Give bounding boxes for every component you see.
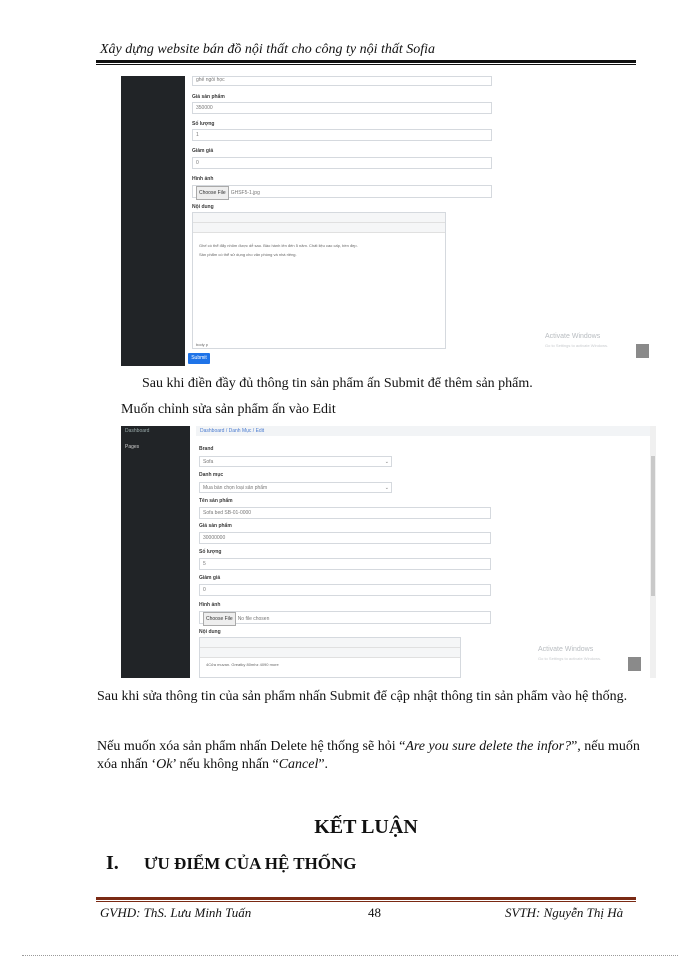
editor-status-path: body p bbox=[196, 342, 209, 347]
field-label-content: Nội dung bbox=[199, 629, 221, 635]
chevron-down-icon: ⌄ bbox=[384, 459, 389, 465]
price-input[interactable]: 350000 bbox=[192, 102, 492, 114]
para-delete: Nếu muốn xóa sản phẩm nhấn Delete hệ thống sẽ hỏi “Are you sure delete the infor?”, nếu muốn xóa nhấn ‘Ok’ nếu không nhấn “Cancel”. bbox=[97, 739, 640, 772]
field-label-price: Giá sản phẩm bbox=[199, 523, 232, 529]
brand-select[interactable]: Sofa ⌄ bbox=[199, 456, 392, 467]
sidebar-item-pages[interactable]: Pages bbox=[125, 444, 140, 450]
editor-toolbar-2[interactable] bbox=[193, 223, 445, 233]
field-label-image: Hình ảnh bbox=[192, 176, 214, 182]
image-file-input[interactable]: Choose File No file chosen bbox=[199, 611, 491, 624]
editor-toolbar-1[interactable] bbox=[200, 638, 460, 648]
footer-left: GVHD: ThS. Lưu Minh Tuấn bbox=[100, 905, 252, 920]
choose-file-button[interactable]: Choose File bbox=[196, 186, 229, 200]
footer-rule-thin bbox=[96, 901, 636, 902]
page-bottom-dotted bbox=[22, 955, 678, 956]
activate-windows-subtitle: Go to Settings to activate Windows. bbox=[545, 343, 609, 348]
para-after-edit: Sau khi sửa thông tin của sản phẩm nhấn Submit để cập nhật thông tin sản phẩm vào hệ thống. bbox=[97, 689, 628, 704]
admin-sidebar bbox=[121, 76, 185, 366]
section-number: I. bbox=[106, 852, 119, 874]
activate-windows-subtitle: Go to Settings to activate Windows. bbox=[538, 656, 602, 661]
para-edit-hint: Muốn chỉnh sửa sản phẩm ấn vào Edit bbox=[121, 402, 336, 417]
image-file-input[interactable]: Choose File GHSF5-1.jpg bbox=[192, 185, 492, 198]
quantity-input[interactable]: 1 bbox=[192, 129, 492, 141]
field-label-brand: Brand bbox=[199, 446, 214, 452]
choose-file-button[interactable]: Choose File bbox=[203, 612, 236, 626]
section-title: ƯU ĐIỂM CỦA HỆ THỐNG bbox=[144, 854, 357, 873]
field-label-image: Hình ảnh bbox=[199, 602, 221, 608]
editor-toolbar-2[interactable] bbox=[200, 648, 460, 658]
page-scrollbar[interactable] bbox=[650, 426, 656, 678]
header-rule-thin bbox=[96, 64, 636, 65]
category-select[interactable]: Mua bàn chọn loại sản phẩm ⌄ bbox=[199, 482, 392, 493]
para-after-add: Sau khi điền đầy đủ thông tin sản phẩm ấn Submit để thêm sản phẩm. bbox=[142, 376, 533, 391]
field-label-name: Tên sản phẩm bbox=[199, 498, 233, 504]
admin-sidebar bbox=[121, 426, 190, 678]
quantity-input[interactable]: 5 bbox=[199, 558, 491, 570]
header-rule bbox=[96, 60, 636, 63]
editor-line-2: Sản phẩm có thể sử dụng cho văn phòng và nhà riêng. bbox=[199, 252, 297, 257]
field-label-quantity: Số lượng bbox=[192, 121, 215, 127]
name-input[interactable]: Sofa bed SB-01-0000 bbox=[199, 507, 491, 519]
discount-input[interactable]: 0 bbox=[199, 584, 491, 596]
scroll-to-top-button[interactable] bbox=[628, 657, 641, 671]
field-label-discount: Giảm giá bbox=[199, 575, 221, 581]
field-label-price: Giá sản phẩm bbox=[192, 94, 225, 100]
editor-line-1: Ghế có thể đẩy nhỏm được dễ sao. Bảo hành lên đến 5 năm. Chất liệu cao cấp, bền đẹp. bbox=[199, 243, 358, 248]
page-number: 48 bbox=[368, 905, 381, 920]
footer-rule bbox=[96, 897, 636, 900]
field-label-discount: Giảm giá bbox=[192, 148, 214, 154]
editor-line-1: 4Cửa muvan. Greatky 80mhz 4090 more bbox=[206, 662, 279, 667]
price-input[interactable]: 30000000 bbox=[199, 532, 491, 544]
breadcrumb[interactable]: Dashboard / Danh Mục / Edit bbox=[196, 426, 656, 436]
activate-windows-title: Activate Windows bbox=[538, 646, 594, 653]
activate-windows-title: Activate Windows bbox=[545, 333, 601, 340]
scrollbar-thumb[interactable] bbox=[651, 456, 655, 596]
running-header: Xây dựng website bán đồ nội thất cho công ty nội thất Sofia bbox=[100, 42, 436, 57]
content-editor[interactable] bbox=[192, 212, 446, 349]
submit-button[interactable]: Submit bbox=[188, 353, 210, 364]
field-label-category: Danh mục bbox=[199, 472, 224, 478]
field-label-content: Nội dung bbox=[192, 204, 214, 210]
discount-input[interactable]: 0 bbox=[192, 157, 492, 169]
chevron-down-icon: ⌄ bbox=[384, 485, 389, 491]
screenshot-edit-product bbox=[121, 426, 656, 678]
chapter-heading: KẾT LUẬN bbox=[314, 816, 418, 838]
field-label-quantity: Số lượng bbox=[199, 549, 222, 555]
content-editor[interactable] bbox=[199, 637, 461, 678]
field-prev-value[interactable]: ghế ngồi học bbox=[192, 76, 492, 86]
section-heading bbox=[106, 852, 357, 875]
screenshot-add-product bbox=[121, 76, 650, 366]
editor-toolbar-1[interactable] bbox=[193, 213, 445, 223]
scroll-to-top-button[interactable] bbox=[636, 344, 649, 358]
footer-right: SVTH: Nguyễn Thị Hà bbox=[505, 905, 624, 920]
sidebar-item-dashboard[interactable]: Dashboard bbox=[125, 428, 150, 434]
